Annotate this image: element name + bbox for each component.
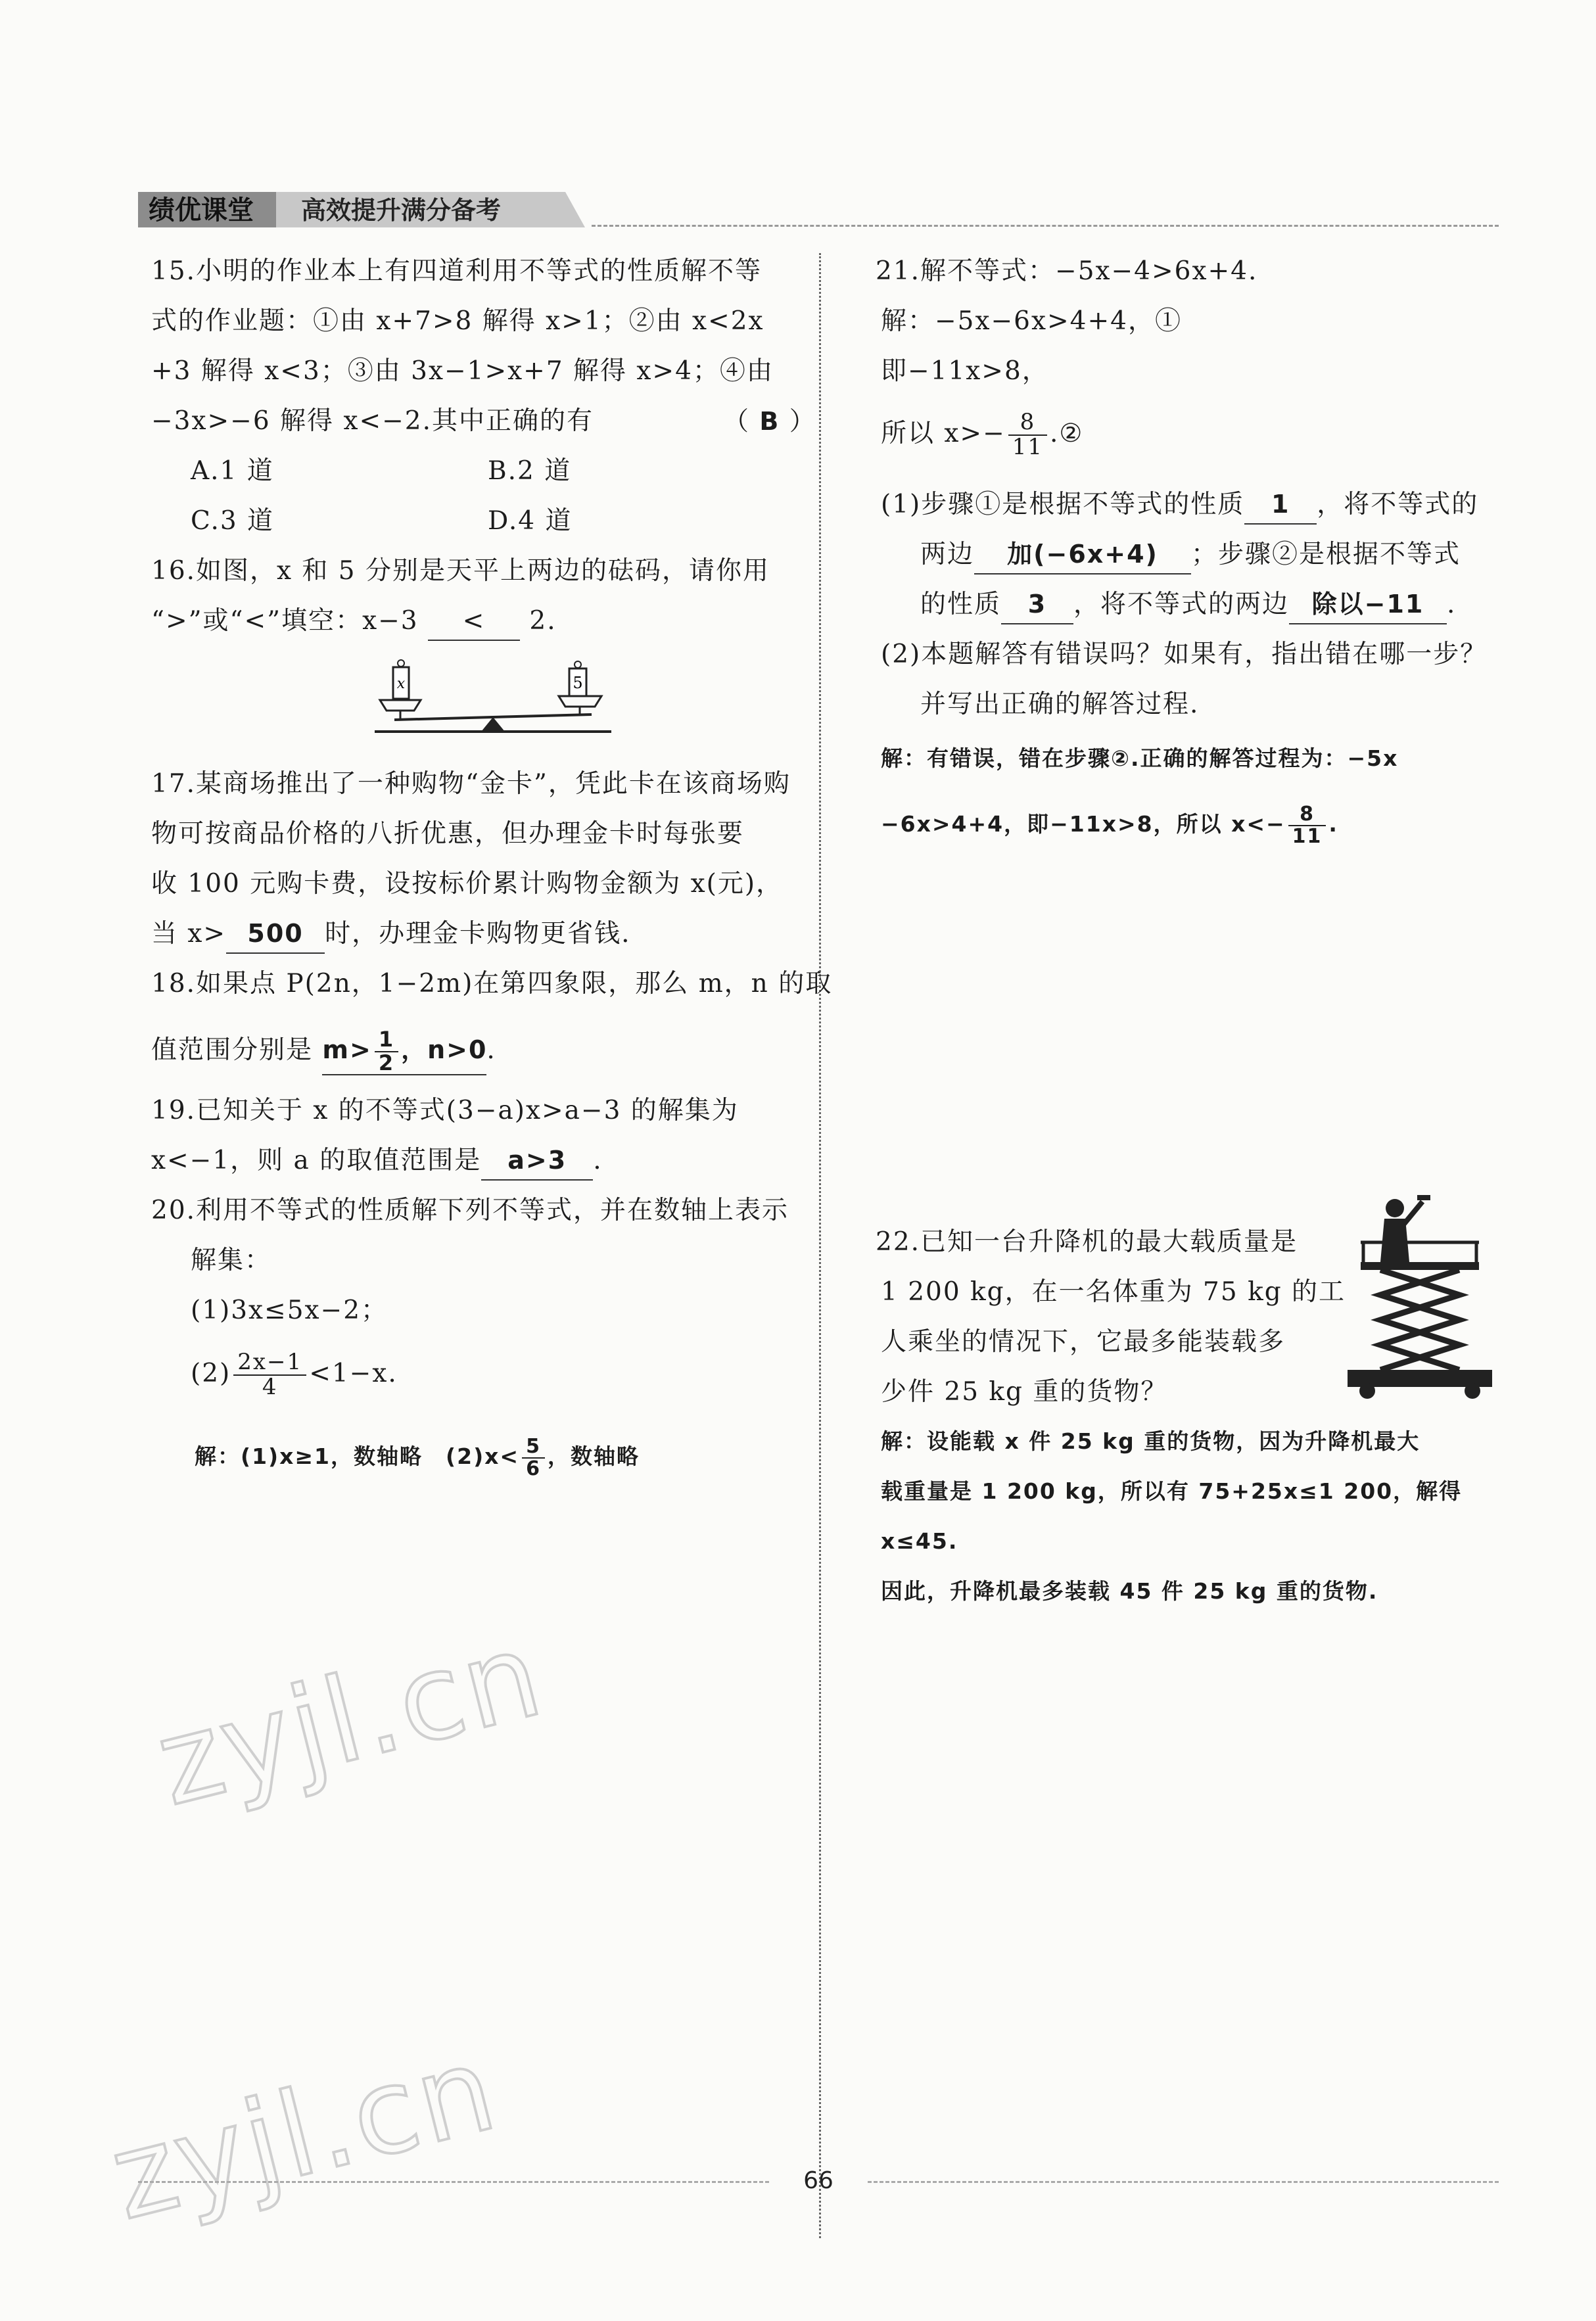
q21-step3-frac [1008,411,1047,459]
q15-option-b: B.2 道 [488,456,572,486]
q22-line-2: 1 200 kg，在一名体重为 75 kg 的工 [881,1277,1346,1307]
q21-part1-line-1 [881,480,1478,530]
q15-answer: B [759,407,780,436]
q21-p1-c: 两边 [920,540,975,569]
header-brand: 绩优课堂 [149,195,254,225]
q21-sol2-post: . [1328,811,1338,837]
q18-line-2 [151,1025,496,1075]
q15-option-c: C.3 道 [191,506,275,536]
q20-p2-pre: (2) [191,1359,231,1388]
q18-ans-den: 2 [378,1050,395,1075]
q17-line-2: 物可按商品价格的八折优惠，但办理金卡时每张要 [151,819,745,849]
q21-step-2: 即−11x>8， [881,356,1049,386]
q21-sol2-frac [1288,804,1326,847]
header-dashed-rule [592,225,1499,227]
balance-scale-figure [368,654,618,739]
q21-p1-f: ，将不等式的两边 [1073,590,1290,619]
q20-solution [195,1432,640,1482]
q20-sol-den: 6 [526,1457,541,1480]
q21-step3-pre: 所以 x>− [881,419,1006,448]
q21-p1-d: ；步骤②是根据不等式 [1191,540,1461,569]
q21-part1-line-2 [920,530,1461,580]
q18-ans-a: m> [322,1035,372,1064]
q21-p1-ans-2: 加(−6x+4) [1007,540,1158,569]
q19-pre: x<−1，则 a 的取值范围是 [151,1146,482,1175]
q21-p1-blank-1 [1244,486,1317,525]
q16-weight-x: x [396,676,406,692]
q21-solution-line-2 [881,799,1338,849]
q15-line-4: −3x>−6 解得 x<−2.其中正确的有 [151,406,594,436]
q18-pre: 值范围分别是 [151,1035,314,1065]
q22-line-4: 少件 25 kg 重的货物？ [881,1377,1168,1407]
q16-line-2 [151,596,557,646]
q21-step-3 [881,409,1083,459]
q21-step3-post: .② [1050,419,1084,448]
q17-post: 时，办理金卡购物更省钱. [325,919,631,949]
q16-answer: < [462,606,486,636]
q21-p1-e: 的性质 [920,590,1002,619]
q21-p1-g: . [1447,590,1457,619]
q22-solution-line-4: 因此，升降机最多装载 45 件 25 kg 重的货物. [881,1578,1378,1604]
q15-option-d: D.4 道 [488,506,573,536]
q19-line-1: 19.已知关于 x 的不等式(3−a)x>a−3 的解集为 [151,1096,739,1125]
q16-weight-5: 5 [573,674,583,692]
q20-sol-a: 解：(1)x≥1，数轴略 (2)x< [195,1443,520,1469]
q21-p1-blank-3 [1001,586,1073,624]
q21-p1-ans-1: 1 [1271,490,1290,519]
q15-line-1: 15.小明的作业本上有四道利用不等式的性质解不等 [151,256,763,286]
q21-p1-a: (1)步骤①是根据不等式的性质 [881,490,1245,519]
q20-line-2: 解集： [191,1246,272,1275]
q21-sol2-num: 8 [1288,804,1326,826]
q19-post: . [593,1146,603,1175]
q20-sol-b: ，数轴略 [547,1443,640,1469]
q21-sol2-pre: −6x>4+4，即−11x>8，所以 x<− [881,811,1286,837]
q21-p1-blank-4 [1289,586,1447,624]
footer-rule-left [138,2181,769,2183]
q20-sol-frac [522,1436,545,1479]
q21-sol2-den: 11 [1292,824,1323,848]
q16-line-1: 16.如图，x 和 5 分别是天平上两边的砝码，请你用 [151,556,770,586]
footer-rule-right [868,2181,1499,2183]
q22-solution-line-2: 载重量是 1 200 kg，所以有 75+25x≤1 200，解得 [881,1478,1463,1504]
q20-p2-post: <1−x. [309,1359,398,1388]
q20-p2-frac [233,1351,306,1399]
q17-line-4 [151,909,630,959]
q15-line-3: +3 解得 x<3；③由 3x−1>x+7 解得 x>4；④由 [151,356,774,386]
q18-ans-num: 1 [375,1029,398,1052]
q18-ans-frac [375,1026,398,1075]
q20-sol-num: 5 [522,1436,545,1459]
q21-p1-ans-3: 3 [1027,590,1047,619]
header-bar [138,189,1499,230]
q21-part2-line-1: (2)本题解答有错误吗？如果有，指出错在哪一步？ [881,640,1488,669]
q22-line-3: 人乘坐的情况下，它最多能装载多 [881,1327,1286,1357]
q17-answer-blank [226,915,325,954]
q22-line-1: 22.已知一台升降机的最大载质量是 [876,1227,1298,1257]
q22-solution-line-3: x≤45. [881,1528,958,1554]
page-number: 66 [803,2167,833,2194]
q18-answer-blank [322,1026,488,1075]
q21-title: 21.解不等式：−5x−4>6x+4. [876,256,1258,286]
q20-p2-num: 2x−1 [233,1351,306,1376]
q21-step3-den: 11 [1012,434,1044,460]
q21-p1-blank-2 [974,536,1191,574]
q22-solution-line-1: 解：设能载 x 件 25 kg 重的货物，因为升降机最大 [881,1428,1420,1454]
q20-p2-den: 4 [262,1374,278,1400]
q21-part1-line-3 [920,580,1456,630]
q21-p1-ans-4: 除以−11 [1311,590,1424,619]
q21-p1-b: ，将不等式的 [1317,490,1479,519]
q21-step-1: 解：−5x−6x>4+4，① [881,306,1182,336]
q18-line-1: 18.如果点 P(2n，1−2m)在第四象限，那么 m，n 的取 [151,969,833,998]
q20-line-1: 20.利用不等式的性质解下列不等式，并在数轴上表示 [151,1196,789,1225]
q15-line-2: 式的作业题：①由 x+7>8 解得 x>1；②由 x<2x [151,306,764,336]
q17-line-3: 收 100 元购卡费，设按标价累计购物金额为 x(元)， [151,869,784,899]
q21-part2-line-2: 并写出正确的解答过程. [920,690,1200,719]
column-divider [819,253,821,2238]
q17-pre: 当 x> [151,919,227,949]
q20-part-1: (1)3x≤5x−2； [191,1296,388,1325]
scissor-lift-image [1341,1190,1499,1407]
q17-answer: 500 [247,919,304,948]
header-slogan: 高效提升满分备考 [301,196,502,225]
q17-line-1: 17.某商场推出了一种购物“金卡”，凭此卡在该商场购 [151,769,791,799]
q18-post: . [486,1035,496,1065]
q19-answer-blank [481,1142,593,1181]
q18-ans-b: ，n>0 [401,1035,488,1064]
q16-tail: 2. [529,606,557,636]
q16-line-2-text: “>”或“<”填空：x−3 [151,606,419,636]
q21-solution-line-1: 解：有错误，错在步骤②.正确的解答过程为：−5x [881,745,1399,771]
q15-option-a: A.1 道 [191,456,274,486]
q15-answer-paren: （ B ） [723,407,816,436]
q21-step3-num: 8 [1008,411,1047,436]
watermark-1: zyjl.cn [144,1605,556,1832]
q19-answer: a>3 [507,1146,567,1175]
q20-part-2 [191,1349,398,1399]
watermark-2: zyjl.cn [98,2019,510,2246]
q19-line-2 [151,1136,603,1186]
q16-answer-blank [428,603,520,641]
